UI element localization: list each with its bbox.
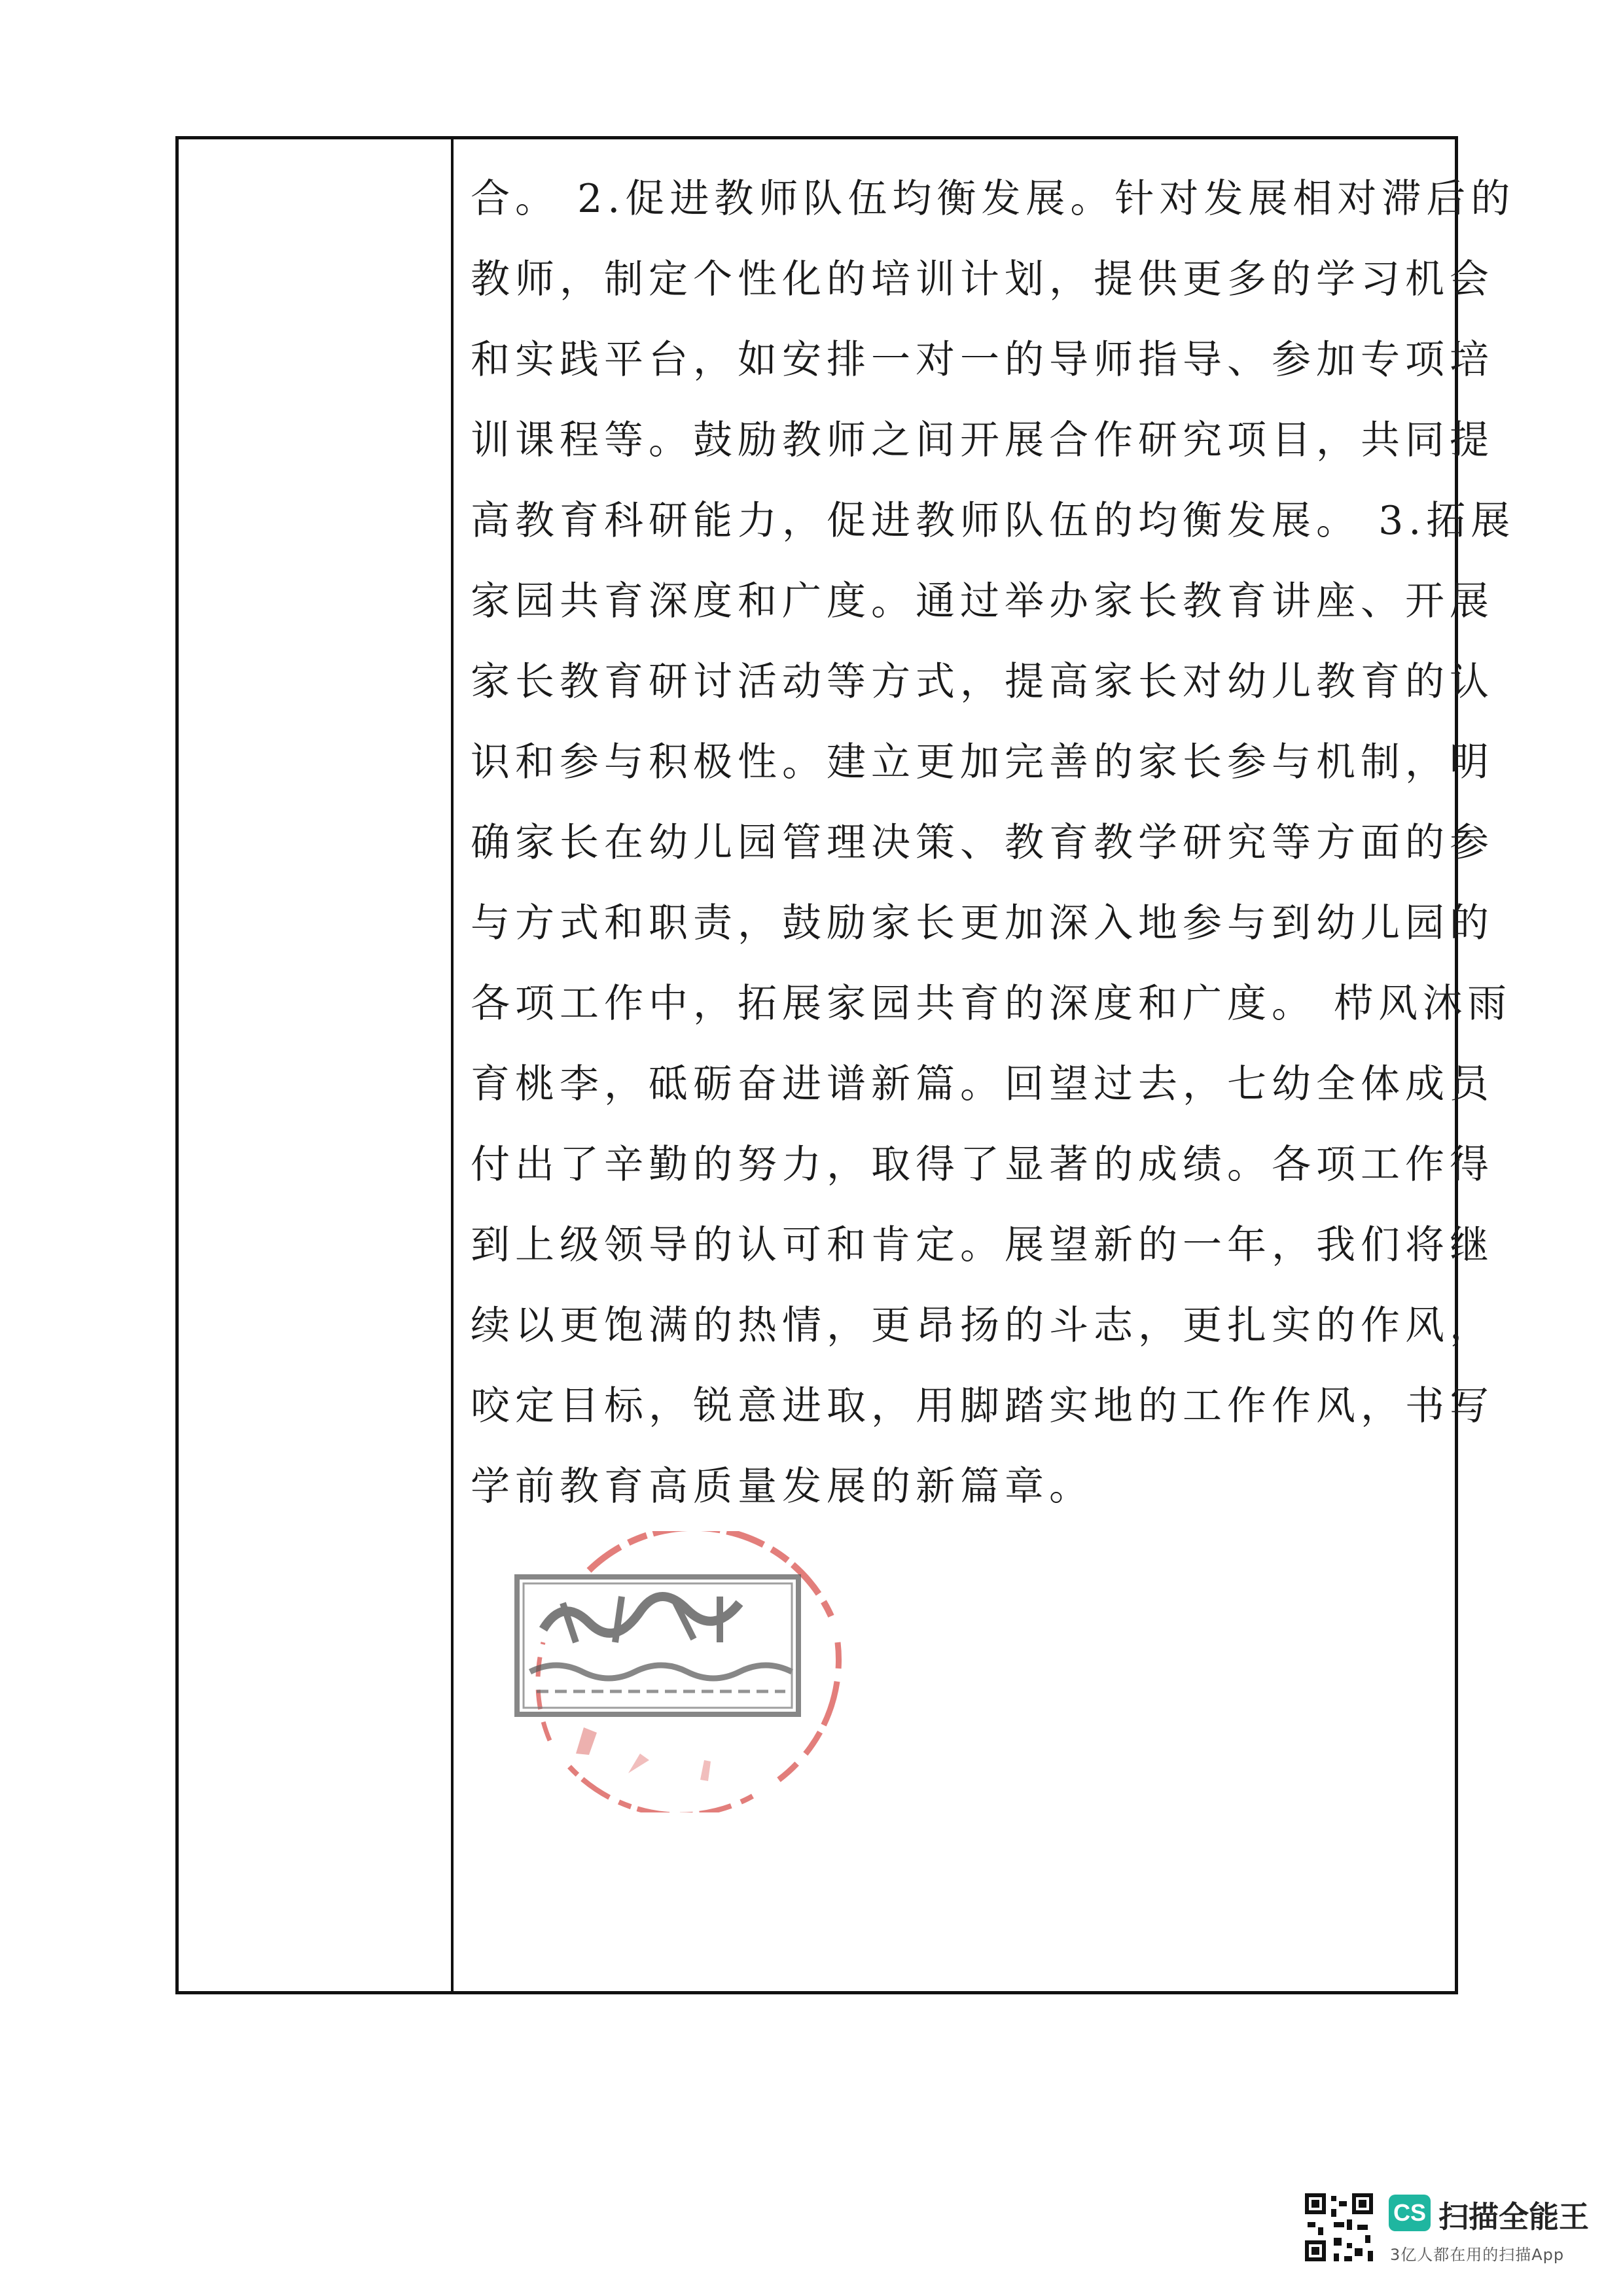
paragraph-line: 训课程等。鼓励教师之间开展合作研究项目，共同提 — [471, 417, 1494, 463]
paragraph-line: 付出了辛勤的努力，取得了显著的成绩。各项工作得 — [471, 1142, 1494, 1188]
paragraph-line: 高教育科研能力，促进教师队伍的均衡发展。 3.拓展 — [471, 498, 1516, 544]
table-left-column — [179, 139, 454, 1991]
paragraph-line: 与方式和职责，鼓励家长更加深入地参与到幼儿园的 — [471, 900, 1494, 946]
paragraph-line: 识和参与积极性。建立更加完善的家长参与机制，明 — [471, 739, 1494, 785]
paragraph-line: 续以更饱满的热情，更昂扬的斗志，更扎实的作风， — [471, 1303, 1494, 1349]
paragraph-line: 育桃李，砥砺奋进谱新篇。回望过去，七幼全体成员 — [471, 1061, 1494, 1107]
paragraph-line: 咬定目标，锐意进取，用脚踏实地的工作作风，书写 — [471, 1383, 1494, 1429]
camscanner-logo-icon: CS — [1389, 2195, 1431, 2231]
paragraph-line: 学前教育高质量发展的新篇章。 — [471, 1464, 1094, 1510]
paragraph-line: 家长教育研讨活动等方式，提高家长对幼儿教育的认 — [471, 659, 1494, 705]
paragraph-line: 合。 2.促进教师队伍均衡发展。针对发展相对滞后的 — [471, 176, 1516, 222]
scanner-watermark — [1302, 2185, 1610, 2277]
body-paragraph — [471, 159, 1516, 1527]
official-seal-icon — [504, 1531, 870, 1812]
paragraph-line: 确家长在幼儿园管理决策、教育教学研究等方面的参 — [471, 820, 1494, 866]
paragraph-line: 家园共育深度和广度。通过举办家长教育讲座、开展 — [471, 578, 1494, 624]
paragraph-line: 各项工作中，拓展家园共育的深度和广度。 栉风沐雨 — [471, 981, 1512, 1027]
paragraph-line: 教师，制定个性化的培训计划，提供更多的学习机会 — [471, 256, 1494, 302]
qr-code-icon — [1302, 2191, 1376, 2264]
paragraph-line: 到上级领导的认可和肯定。展望新的一年，我们将继 — [471, 1222, 1494, 1268]
brand-tagline: 3亿人都在用的扫描App — [1390, 2246, 1565, 2264]
paragraph-line: 和实践平台，如安排一对一的导师指导、参加专项培 — [471, 337, 1494, 383]
brand-name: 扫描全能王 — [1438, 2199, 1589, 2234]
